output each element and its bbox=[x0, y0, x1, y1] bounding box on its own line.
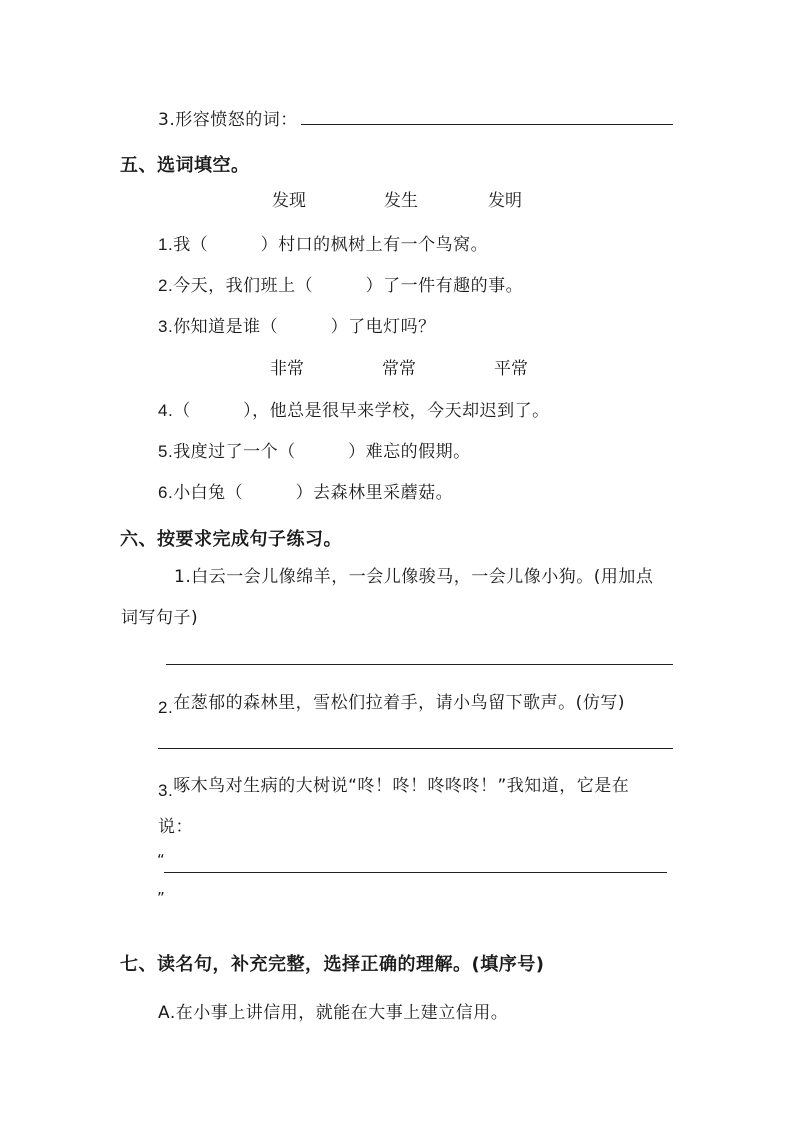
s5-item-6-num: 6. bbox=[158, 483, 174, 502]
word-option-pingchang: 平常 bbox=[494, 359, 528, 379]
section6-heading: 六、按要求完成句子练习。 bbox=[120, 529, 342, 550]
section5-heading: 五、选词填空。 bbox=[120, 155, 250, 176]
s5-item-6 bbox=[158, 478, 453, 503]
anger-word-label: 3.形容愤怒的词： bbox=[158, 110, 298, 130]
word-option-fasheng: 发生 bbox=[384, 191, 418, 211]
s5-item-3 bbox=[158, 312, 436, 337]
s6-q2-answer-line[interactable] bbox=[158, 748, 673, 749]
s5-item-6-text: 小白兔（ ）去森林里采蘑菇。 bbox=[173, 483, 454, 503]
section7-heading: 七、读名句，补充完整，选择正确的理解。(填序号) bbox=[120, 954, 545, 975]
s5-item-2-num: 2. bbox=[158, 276, 174, 295]
s6-q3-line2: 说： bbox=[158, 817, 193, 837]
s7-item-a: A.在小事上讲信用，就能在大事上建立信用。 bbox=[158, 1003, 509, 1023]
s6-q1-line1: 1.白云一会儿像绵羊，一会儿像骏马，一会儿像小狗。(用加点 bbox=[174, 567, 654, 587]
s6-q3 bbox=[158, 771, 630, 800]
s5-item-5-text: 我度过了一个（ ）难忘的假期。 bbox=[173, 442, 471, 462]
s5-item-1-num: 1. bbox=[158, 235, 174, 254]
word-option-faxian: 发现 bbox=[272, 191, 306, 211]
s5-item-5 bbox=[158, 437, 471, 462]
s6-q3-num: 3. bbox=[158, 781, 174, 800]
s5-item-4-num: 4. bbox=[158, 401, 174, 420]
s6-q1-line2: 词写句子) bbox=[121, 608, 199, 628]
s5-item-5-num: 5. bbox=[158, 442, 174, 461]
s6-q2-num: 2. bbox=[158, 698, 174, 717]
s6-q1-answer-line[interactable] bbox=[166, 664, 673, 665]
s5-item-2-text: 今天，我们班上（ ）了一件有趣的事。 bbox=[173, 276, 524, 296]
s5-item-2 bbox=[158, 271, 523, 296]
s6-q3-close-quote: ” bbox=[157, 889, 166, 907]
s6-q2-text: 在葱郁的森林里，雪松们拉着手，请小鸟留下歌声。(仿写) bbox=[173, 693, 625, 713]
s6-q3-text: 啄木鸟对生病的大树说“咚！咚！咚咚咚！”我知道，它是在 bbox=[173, 776, 630, 796]
word-option-faming: 发明 bbox=[488, 191, 522, 211]
anger-answer-line[interactable] bbox=[301, 124, 673, 125]
s5-item-1 bbox=[158, 230, 488, 255]
s6-q2 bbox=[158, 688, 625, 717]
s6-q3-open-quote: “ bbox=[157, 851, 166, 869]
s6-q3-answer-line[interactable] bbox=[164, 872, 667, 873]
word-option-changchang: 常常 bbox=[382, 359, 416, 379]
s5-item-4-text: （ ），他总是很早来学校，今天却迟到了。 bbox=[173, 401, 550, 421]
s5-item-1-text: 我（ ）村口的枫树上有一个鸟窝。 bbox=[173, 235, 489, 255]
s5-item-3-num: 3. bbox=[158, 317, 174, 336]
word-option-feichang: 非常 bbox=[270, 359, 304, 379]
s5-item-3-text: 你知道是谁（ ）了电灯吗？ bbox=[173, 317, 436, 337]
s5-item-4 bbox=[158, 396, 550, 421]
